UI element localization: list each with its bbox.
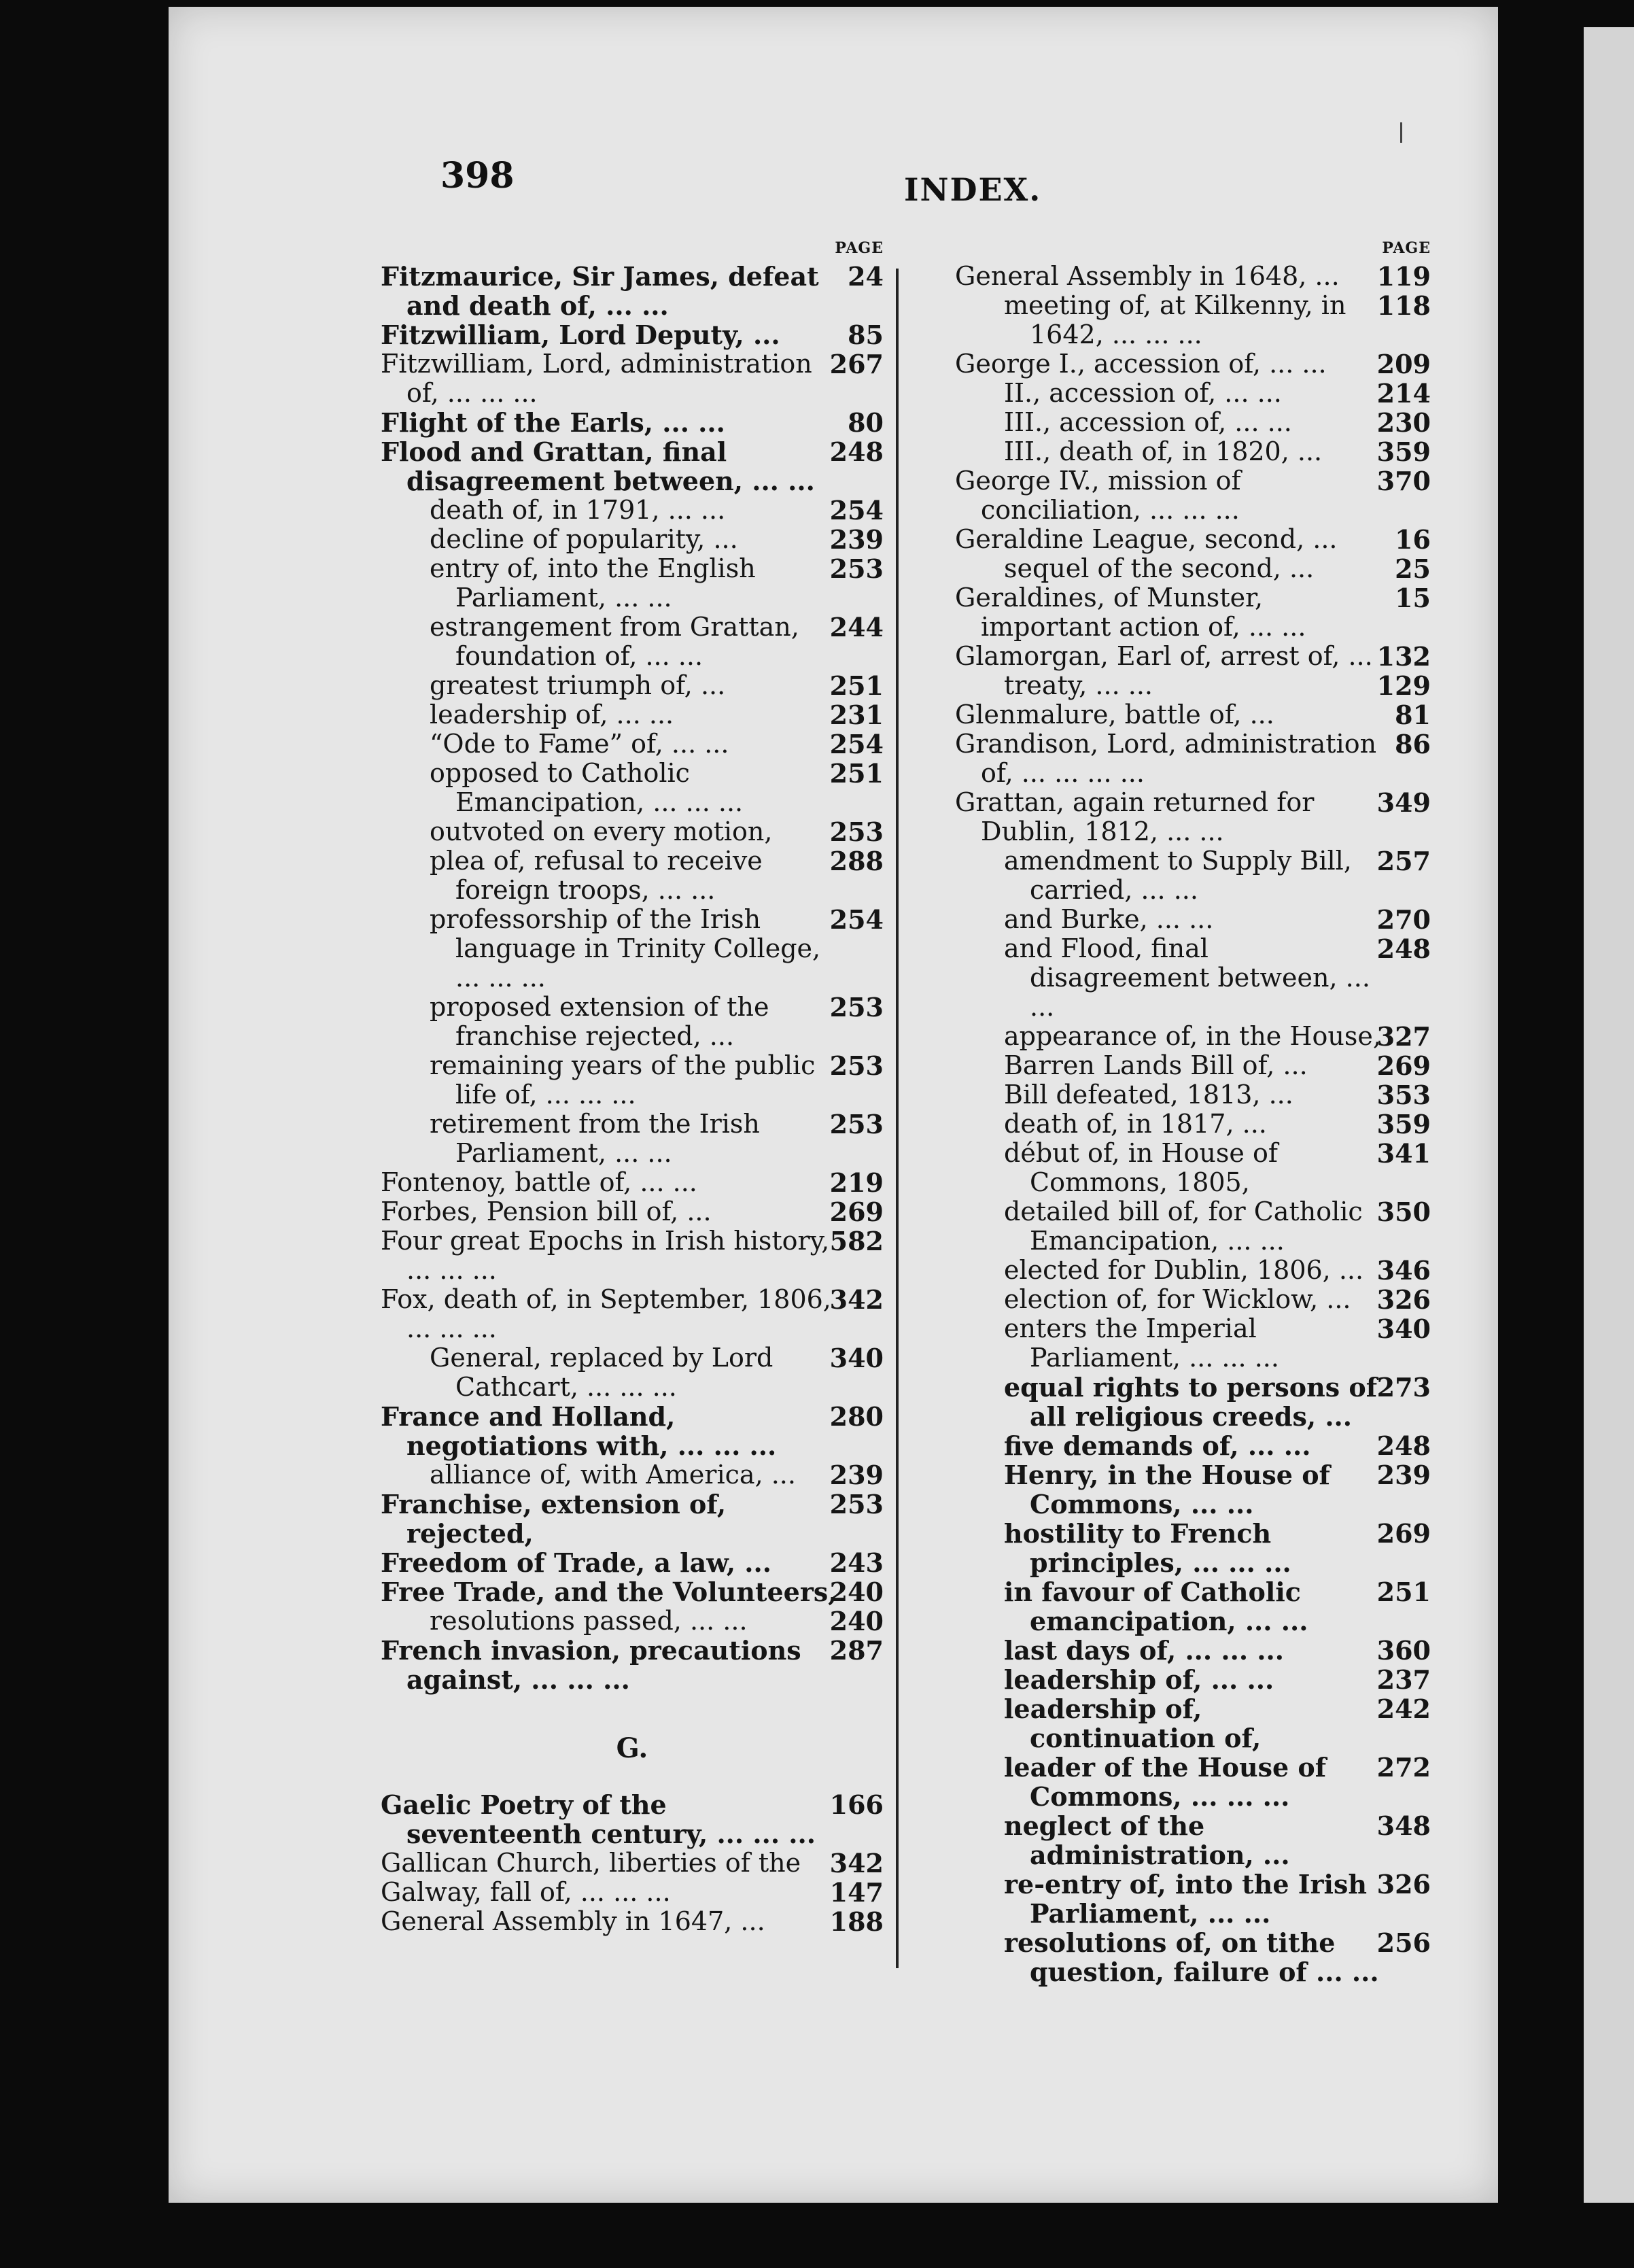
index-entry-text: Flight of the Earls, ... ... [381, 407, 725, 438]
index-entry-page: 272 [1376, 1752, 1431, 1783]
index-entry-text: professorship of the Irish language in Trinity College, ... ... ... [430, 904, 821, 993]
index-entry [955, 437, 1431, 466]
index-entry-page: 253 [829, 1109, 884, 1139]
index-entry-text: Gallican Church, liberties of the [381, 1848, 801, 1878]
index-entry-page: 359 [1376, 1109, 1431, 1139]
index-entry [955, 1636, 1431, 1665]
index-entry [381, 554, 884, 613]
index-entry [955, 1139, 1431, 1197]
index-column-left [381, 235, 884, 1936]
index-entry [955, 671, 1431, 700]
index-entry-page: 25 [1395, 553, 1431, 584]
index-entry [955, 905, 1431, 934]
index-entry-page: 269 [1376, 1518, 1431, 1549]
index-entry-page: 15 [1395, 583, 1431, 613]
index-entry-page: 287 [829, 1635, 884, 1666]
index-entry-page: 327 [1376, 1021, 1431, 1052]
index-entry [955, 1694, 1431, 1753]
index-entry-text: entry of, into the English Parliament, ... ... [430, 553, 756, 613]
index-entry-page: 269 [829, 1197, 884, 1227]
index-entry-text: Grandison, Lord, administration of, ... ... ... ... [955, 729, 1377, 788]
index-entry [381, 525, 884, 554]
index-entry [955, 1870, 1431, 1928]
index-entry [955, 408, 1431, 437]
index-entry [381, 1402, 884, 1460]
index-entry [955, 1811, 1431, 1870]
index-entry-text: outvoted on every motion, [430, 817, 773, 846]
index-entry [955, 934, 1431, 1022]
index-entry-text: and Burke, ... ... [1004, 904, 1214, 934]
index-entry-page: 273 [1376, 1372, 1431, 1403]
index-entry-text: Flood and Grattan, final disagreement between, ... ... [381, 436, 815, 496]
index-entry-text: Geraldines, of Munster, important action of, ... ... [955, 583, 1306, 642]
index-entry [381, 1878, 884, 1907]
index-entry-page: 214 [1376, 378, 1431, 409]
index-entry [955, 1051, 1431, 1080]
index-entry-page: 254 [829, 495, 884, 526]
index-entry-text: neglect of the administration, ... [1004, 1810, 1290, 1870]
index-entry-text: leadership of, ... ... [1004, 1664, 1274, 1695]
index-entry [381, 817, 884, 846]
index-entry [955, 1431, 1431, 1460]
index-entry [955, 1314, 1431, 1373]
index-entry [955, 1110, 1431, 1139]
index-entry [955, 846, 1431, 905]
index-entry-text: election of, for Wicklow, ... [1004, 1284, 1351, 1314]
index-entry-page: 359 [1376, 436, 1431, 467]
margin-mark [1400, 122, 1402, 143]
index-entry-page: 288 [829, 846, 884, 876]
index-entry [381, 613, 884, 671]
index-entry-page: 253 [829, 1050, 884, 1081]
index-entry-page: 370 [1376, 466, 1431, 496]
facing-page-edge [1584, 27, 1634, 2203]
index-entry-text: plea of, refusal to receive foreign troops, ... ... [430, 846, 763, 905]
index-entry-page: 346 [1376, 1255, 1431, 1286]
index-entry [381, 349, 884, 408]
index-entry-text: Four great Epochs in Irish history, ... ... ... [381, 1226, 830, 1285]
index-entry [955, 349, 1431, 379]
index-entry-text: Glenmalure, battle of, ... [955, 700, 1274, 729]
index-column-right [955, 235, 1431, 1987]
index-entry-text: in favour of Catholic emancipation, ... ... [1004, 1577, 1308, 1636]
index-entry [381, 1110, 884, 1168]
index-entry [955, 1022, 1431, 1051]
index-entry-page: 348 [1376, 1810, 1431, 1841]
index-entry-page: 253 [829, 817, 884, 847]
index-entry-page: 349 [1376, 787, 1431, 818]
index-entry-text: Franchise, extension of, rejected, [381, 1489, 727, 1549]
index-entry-page: 244 [829, 612, 884, 642]
index-entry [381, 759, 884, 817]
index-entry-page: 188 [829, 1906, 884, 1937]
index-entry-page: 239 [829, 1460, 884, 1490]
index-entry [381, 408, 884, 437]
index-entry [955, 729, 1431, 788]
index-entry-page: 219 [829, 1167, 884, 1198]
index-entry [381, 1636, 884, 1694]
index-entry [955, 700, 1431, 729]
index-entry-text: Gaelic Poetry of the seventeenth century, ... ... ... [381, 1789, 816, 1849]
index-entry-page: 582 [829, 1226, 884, 1256]
index-entry-text: appearance of, in the House, [1004, 1021, 1381, 1051]
index-entry [955, 1519, 1431, 1577]
index-entry [955, 1460, 1431, 1519]
index-entry [381, 993, 884, 1051]
index-entry-text: Bill defeated, 1813, ... [1004, 1080, 1293, 1110]
index-entry-text: General, replaced by Lord Cathcart, ... ... ... [430, 1343, 773, 1402]
index-entry-page: 129 [1376, 670, 1431, 701]
index-entry-text: “Ode to Fame” of, ... ... [430, 729, 729, 759]
index-entry-text: Henry, in the House of Commons, ... ... [1004, 1460, 1330, 1519]
column-divider [896, 269, 899, 1968]
index-entry-page: 360 [1376, 1635, 1431, 1666]
index-entry-page: 132 [1376, 641, 1431, 672]
index-entry-page: 251 [829, 758, 884, 789]
index-entry-page: 269 [1376, 1050, 1431, 1081]
index-entry-text: III., death of, in 1820, ... [1004, 436, 1323, 466]
index-entry-page: 248 [1376, 933, 1431, 964]
index-entry-page: 81 [1395, 700, 1431, 730]
index-entry-page: 326 [1376, 1284, 1431, 1315]
index-entry [955, 788, 1431, 846]
index-entry [381, 1606, 884, 1636]
index-entry [955, 291, 1431, 349]
index-entry-text: Fox, death of, in September, 1806, ... ... ... [381, 1284, 831, 1343]
index-entry-text: and Flood, final disagreement between, ... ... [1004, 933, 1370, 1022]
index-entry [381, 496, 884, 525]
index-entry-page: 254 [829, 904, 884, 935]
index-entry-page: 248 [1376, 1430, 1431, 1461]
index-entries-g [381, 1790, 884, 1936]
index-entry-page: 230 [1376, 407, 1431, 438]
index-entry-text: George IV., mission of conciliation, ... ... ... [955, 466, 1241, 525]
index-entry [955, 525, 1431, 554]
index-entry [381, 1460, 884, 1490]
index-entry-text: sequel of the second, ... [1004, 553, 1315, 583]
index-entry-page: 239 [829, 524, 884, 555]
index-entry [955, 379, 1431, 408]
index-entry-text: death of, in 1791, ... ... [430, 495, 726, 525]
index-entry-page: 257 [1376, 846, 1431, 876]
index-entry-page: 251 [1376, 1577, 1431, 1607]
index-entry-page: 86 [1395, 729, 1431, 759]
index-entry-text: five demands of, ... ... [1004, 1430, 1311, 1461]
index-entry-text: enters the Imperial Parliament, ... ... ... [1004, 1313, 1279, 1373]
index-entry-page: 147 [829, 1877, 884, 1908]
index-entry-text: General Assembly in 1648, ... [955, 261, 1340, 291]
index-entry-text: début of, in House of Commons, 1805, [1004, 1138, 1278, 1197]
index-entry-text: Geraldine League, second, ... [955, 524, 1338, 554]
index-entry [955, 1080, 1431, 1110]
index-entry-page: 267 [829, 349, 884, 379]
index-entry [381, 1849, 884, 1878]
index-entry [381, 1285, 884, 1343]
index-entry-page: 251 [829, 670, 884, 701]
index-entry-text: hostility to French principles, ... ... ... [1004, 1518, 1291, 1578]
index-entry-text: Galway, fall of, ... ... ... [381, 1877, 671, 1907]
index-entry [955, 466, 1431, 525]
section-letter: G. [616, 1732, 648, 1764]
index-entry-page: 80 [848, 407, 884, 438]
index-entry [955, 1928, 1431, 1987]
index-entry-page: 342 [829, 1848, 884, 1878]
index-entry-text: decline of popularity, ... [430, 524, 738, 554]
index-entry [955, 1753, 1431, 1811]
index-entry-text: treaty, ... ... [1004, 670, 1153, 700]
index-entry [381, 1168, 884, 1197]
index-entry-text: remaining years of the public life of, ... ... ... [430, 1050, 816, 1110]
index-entry-text: Fitzwilliam, Lord, administration of, ... ... ... [381, 349, 812, 408]
index-entry-page: 350 [1376, 1197, 1431, 1227]
index-entry-text: proposed extension of the franchise rejected, ... [430, 992, 769, 1051]
index-entry [955, 583, 1431, 642]
index-entry [381, 1490, 884, 1548]
index-entry-text: death of, in 1817, ... [1004, 1109, 1267, 1139]
index-entry-text: leadership of, continuation of, [1004, 1694, 1262, 1753]
index-entry-page: 353 [1376, 1080, 1431, 1110]
index-entry-text: leader of the House of Commons, ... ... ... [1004, 1752, 1327, 1812]
index-entries-f [381, 262, 884, 1694]
index-entry-page: 242 [1376, 1694, 1431, 1724]
index-entry [381, 262, 884, 320]
index-entry [955, 1577, 1431, 1636]
index-entry [381, 671, 884, 700]
index-entry-page: 280 [829, 1401, 884, 1432]
index-entry-page: 253 [829, 992, 884, 1023]
index-entry [381, 729, 884, 759]
index-entry [955, 1285, 1431, 1314]
index-entry-text: Barren Lands Bill of, ... [1004, 1050, 1308, 1080]
index-entry-text: elected for Dublin, 1806, ... [1004, 1255, 1364, 1285]
index-entry-text: II., accession of, ... ... [1004, 378, 1282, 408]
index-entry [955, 1256, 1431, 1285]
index-entry [381, 846, 884, 905]
index-entry-text: resolutions passed, ... ... [430, 1606, 748, 1636]
index-entry [955, 642, 1431, 671]
index-entry-page: 326 [1376, 1869, 1431, 1900]
index-entry-text: amendment to Supply Bill, carried, ... ... [1004, 846, 1352, 905]
index-entry [381, 1548, 884, 1577]
index-entry-text: retirement from the Irish Parliament, ... ... [430, 1109, 760, 1168]
index-entry [381, 1226, 884, 1285]
index-entry [955, 554, 1431, 583]
running-head: INDEX. [904, 171, 1042, 208]
index-entry-page: 342 [829, 1284, 884, 1315]
index-entry-text: detailed bill of, for Catholic Emancipation, ... ... [1004, 1197, 1363, 1256]
index-entry-page: 231 [829, 700, 884, 730]
index-entry [381, 320, 884, 349]
index-entry-text: General Assembly in 1647, ... [381, 1906, 765, 1936]
index-entry-page: 340 [829, 1343, 884, 1373]
index-entries-g-continued [955, 262, 1431, 1987]
index-entry-text: meeting of, at Kilkenny, in 1642, ... ... ... [1004, 290, 1346, 349]
index-entry-page: 240 [829, 1577, 884, 1607]
index-entry-text: Fitzmaurice, Sir James, defeat and death of, ... ... [381, 261, 819, 321]
index-entry [955, 1197, 1431, 1256]
index-entry [381, 1577, 884, 1606]
index-entry-text: equal rights to persons of all religious creeds, ... [1004, 1372, 1378, 1432]
index-entry-text: George I., accession of, ... ... [955, 349, 1327, 379]
index-entry-page: 340 [1376, 1313, 1431, 1344]
index-entry-text: last days of, ... ... ... [1004, 1635, 1284, 1666]
page-column-header: PAGE [1382, 239, 1431, 257]
page-column-header: PAGE [835, 239, 884, 257]
index-entry-text: French invasion, precautions against, ... ... ... [381, 1635, 801, 1695]
index-entry-text: alliance of, with America, ... [430, 1460, 796, 1490]
index-entry-page: 243 [829, 1547, 884, 1578]
index-entry [381, 1051, 884, 1110]
page-number: 398 [440, 155, 515, 196]
index-entry-page: 209 [1376, 349, 1431, 379]
index-entry [381, 437, 884, 496]
index-entry-page: 85 [848, 320, 884, 350]
index-entry-text: Fontenoy, battle of, ... ... [381, 1167, 697, 1197]
index-entry-page: 270 [1376, 904, 1431, 935]
index-entry-page: 118 [1376, 290, 1431, 321]
index-entry-text: re-entry of, into the Irish Parliament, ... ... [1004, 1869, 1368, 1929]
index-entry-page: 240 [829, 1606, 884, 1636]
index-entry [955, 1373, 1431, 1431]
index-entry [381, 1907, 884, 1936]
index-entry-page: 256 [1376, 1927, 1431, 1958]
index-entry-page: 166 [829, 1789, 884, 1820]
index-entry-page: 341 [1376, 1138, 1431, 1169]
index-entry [381, 1790, 884, 1849]
index-entry-text: leadership of, ... ... [430, 700, 674, 729]
index-entry-text: resolutions of, on tithe question, failure of ... ... [1004, 1927, 1379, 1987]
index-entry-text: Freedom of Trade, a law, ... [381, 1547, 771, 1578]
index-entry-text: estrangement from Grattan, foundation of, ... ... [430, 612, 799, 671]
index-entry-text: Grattan, again returned for Dublin, 1812, ... ... [955, 787, 1315, 846]
index-entry-page: 239 [1376, 1460, 1431, 1490]
index-entry [381, 905, 884, 993]
index-entry-page: 119 [1376, 261, 1431, 292]
index-entry [955, 1665, 1431, 1694]
index-entry-page: 16 [1395, 524, 1431, 555]
index-entry-text: opposed to Catholic Emancipation, ... ... ... [430, 758, 744, 817]
index-entry-text: France and Holland, negotiations with, ... ... ... [381, 1401, 777, 1461]
index-entry-text: Free Trade, and the Volunteers, [381, 1577, 837, 1607]
index-entry [381, 700, 884, 729]
index-entry-page: 253 [829, 1489, 884, 1519]
index-entry-text: greatest triumph of, ... [430, 670, 726, 700]
index-entry-page: 253 [829, 553, 884, 584]
index-entry-text: Fitzwilliam, Lord Deputy, ... [381, 320, 780, 350]
index-entry-page: 254 [829, 729, 884, 759]
index-entry [381, 1197, 884, 1226]
index-entry-page: 24 [848, 261, 884, 292]
index-entry-page: 248 [829, 436, 884, 467]
index-entry [955, 262, 1431, 291]
index-entry-text: III., accession of, ... ... [1004, 407, 1292, 437]
index-entry [381, 1343, 884, 1402]
index-entry-text: Glamorgan, Earl of, arrest of, ... [955, 641, 1373, 671]
index-entry-text: Forbes, Pension bill of, ... [381, 1197, 712, 1226]
index-entry-page: 237 [1376, 1664, 1431, 1695]
